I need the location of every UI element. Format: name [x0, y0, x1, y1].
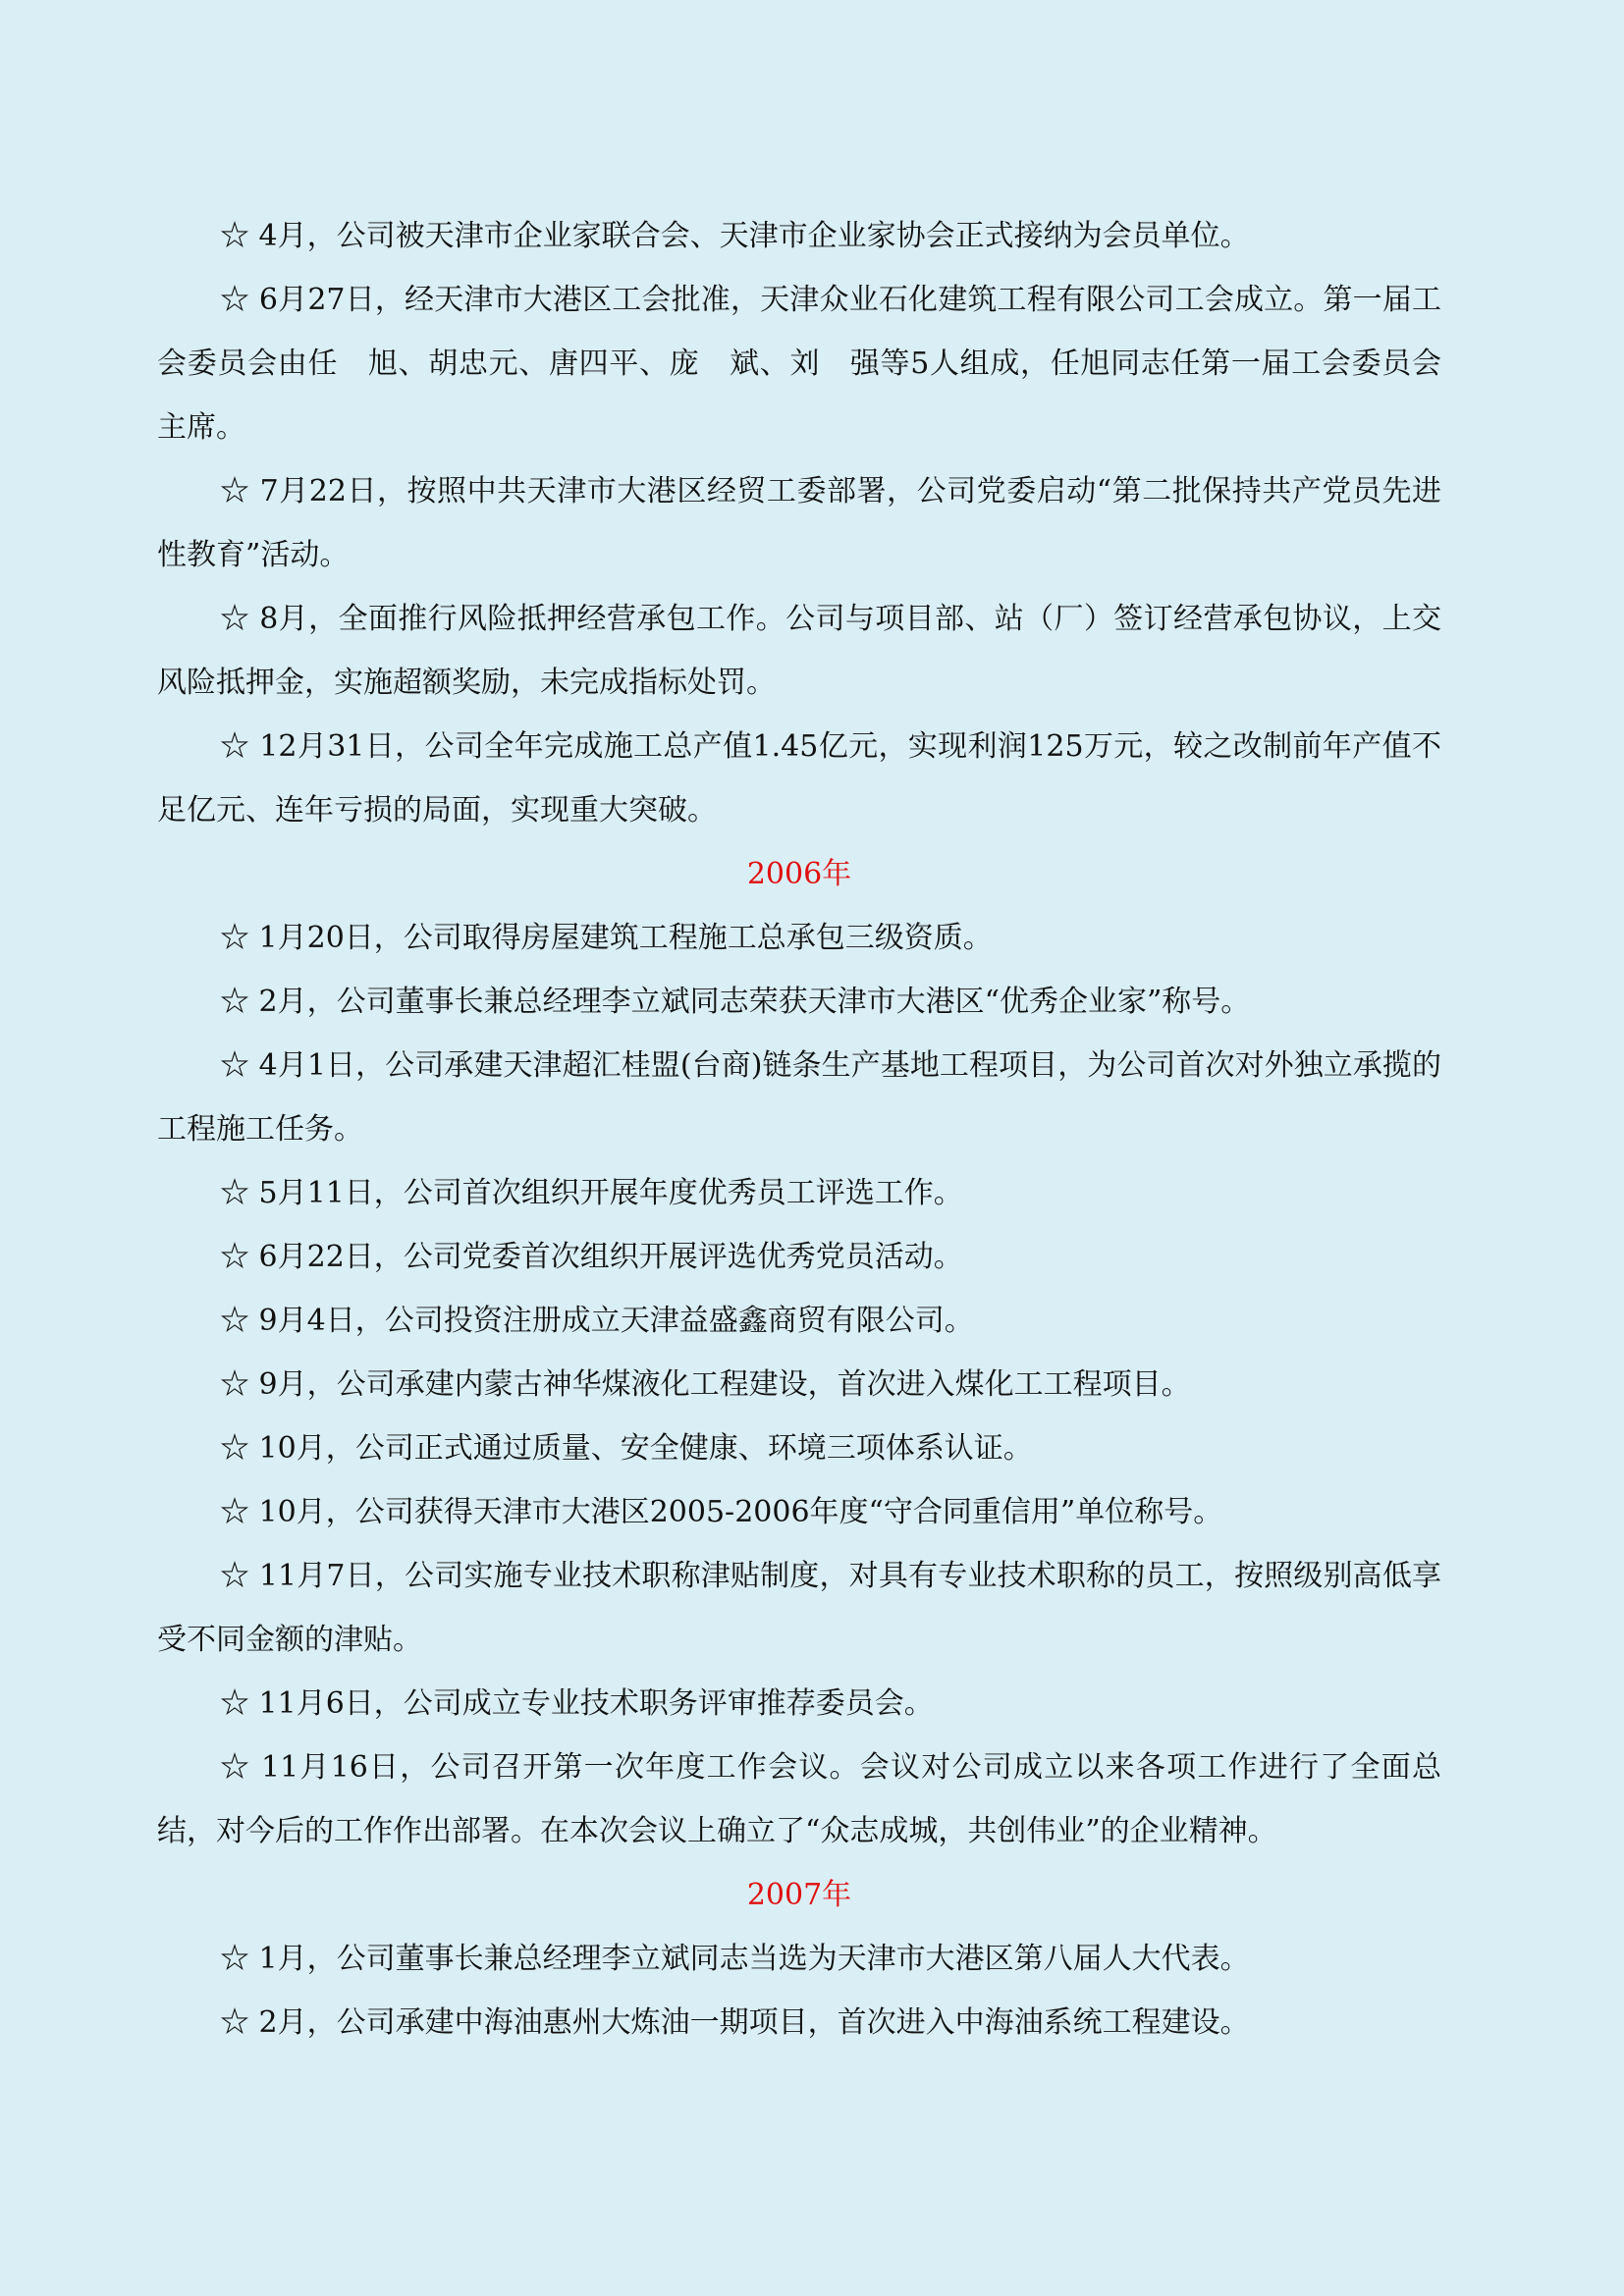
- chronicle-entry-jun22-party: ☆ 6月22日，公司党委首次组织开展评选优秀党员活动。: [220, 1240, 963, 1274]
- chronicle-entry-sep-coal: ☆ 9月，公司承建内蒙古神华煤液化工程建设，首次进入煤化工工程项目。: [220, 1367, 1191, 1402]
- chronicle-entry-oct-credit: ☆ 10月，公司获得天津市大港区2005-2006年度“守合同重信用”单位称号。: [220, 1495, 1223, 1529]
- chronicle-entry-nov16-meeting: ☆ 11月16日，公司召开第一次年度工作会议。会议对公司成立以来各项工作进行了全面总结，对今后的工作作出部署。在本次会议上确立了“众志成城，共创伟业”的企业精神。: [157, 1750, 1441, 1848]
- chronicle-entry-may11-employee: ☆ 5月11日，公司首次组织开展年度优秀员工评选工作。: [220, 1176, 963, 1210]
- chronicle-entry-jan20-qualification: ☆ 1月20日，公司取得房屋建筑工程施工总承包三级资质。: [220, 921, 993, 955]
- chronicle-entry-nov6-committee: ☆ 11月6日，公司成立专业技术职务评审推荐委员会。: [220, 1686, 934, 1721]
- chronicle-entry-sep4-company: ☆ 9月4日，公司投资注册成立天津益盛鑫商贸有限公司。: [220, 1304, 974, 1338]
- chronicle-entry-apr1-project: ☆ 4月1日，公司承建天津超汇桂盟(台商)链条生产基地工程项目，为公司首次对外独立承揽的工程施工任务。: [157, 1048, 1441, 1147]
- chronicle-entry-nov7-allowance: ☆ 11月7日，公司实施专业技术职称津贴制度，对具有专业技术职称的员工，按照级别高低享受不同金额的津贴。: [157, 1559, 1441, 1657]
- chronicle-entry-jul22-education: ☆ 7月22日，按照中共天津市大港区经贸工委部署，公司党委启动“第二批保持共产党员先进性教育”活动。: [157, 474, 1441, 572]
- chronicle-entry-oct-certification: ☆ 10月，公司正式通过质量、安全健康、环境三项体系认证。: [220, 1431, 1033, 1466]
- chronicle-entry-dec31-output: ☆ 12月31日，公司全年完成施工总产值1.45亿元，实现利润125万元，较之改制前年产值不足亿元、连年亏损的局面，实现重大突破。: [157, 729, 1441, 828]
- year-heading-2007: 2007年: [746, 1878, 852, 1912]
- chronicle-entry-aug-contracting: ☆ 8月，全面推行风险抵押经营承包工作。公司与项目部、站（厂）签订经营承包协议，上交风险抵押金，实施超额奖励，未完成指标处罚。: [157, 602, 1441, 700]
- chronicle-entry-jun27-union: ☆ 6月27日，经天津市大港区工会批准，天津众业石化建筑工程有限公司工会成立。第一届工会委员会由任 旭、胡忠元、唐四平、庞 斌、刘 强等5人组成，任旭同志任第一届工会委员会主席。: [157, 283, 1441, 445]
- chronicle-entry-apr-member-unit: ☆ 4月，公司被天津市企业家联合会、天津市企业家协会正式接纳为会员单位。: [220, 219, 1250, 253]
- chronicle-entry-feb-cnooc: ☆ 2月，公司承建中海油惠州大炼油一期项目，首次进入中海油系统工程建设。: [220, 2005, 1250, 2040]
- year-heading-2006: 2006年: [746, 857, 852, 891]
- chronicle-entry-feb-entrepreneur: ☆ 2月，公司董事长兼总经理李立斌同志荣获天津市大港区“优秀企业家”称号。: [220, 985, 1251, 1019]
- chronicle-entry-jan-deputy: ☆ 1月，公司董事长兼总经理李立斌同志当选为天津市大港区第八届人大代表。: [220, 1942, 1250, 1976]
